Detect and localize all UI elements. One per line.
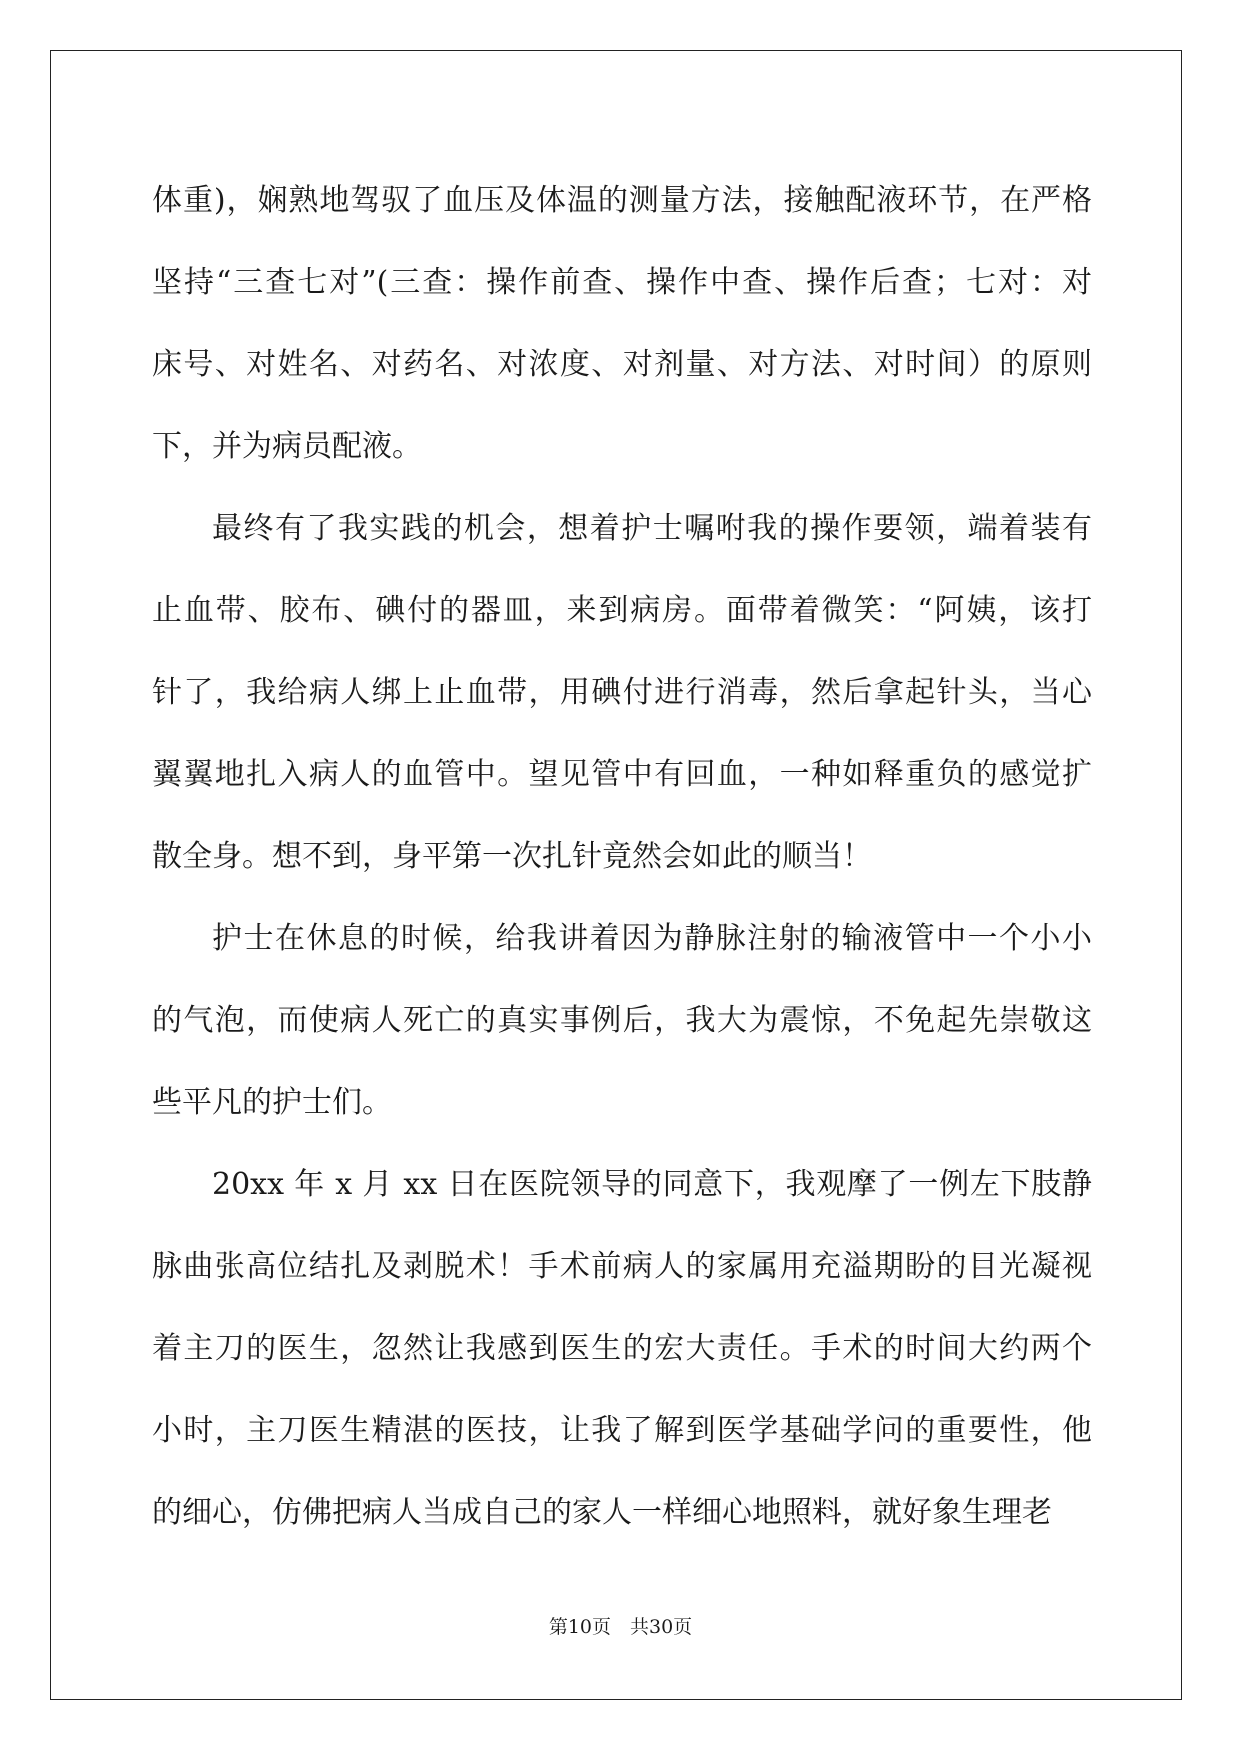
text-line: 的细心，仿佛把病人当成自己的家人一样细心地照料，就好象生理老 bbox=[152, 1495, 1052, 1530]
text-line: 体重)，娴熟地驾驭了血压及体温的测量方法，接触配液环节，在严格 bbox=[152, 183, 1092, 218]
text-line: 散全身。想不到，身平第一次扎针竟然会如此的顺当！ bbox=[152, 839, 872, 874]
text-line: 脉曲张高位结扎及剥脱术！手术前病人的家属用充溢期盼的目光凝视 bbox=[152, 1249, 1092, 1284]
text-line: 些平凡的护士们。 bbox=[152, 1085, 392, 1120]
text-line: 着主刀的医生，忽然让我感到医生的宏大责任。手术的时间大约两个 bbox=[152, 1331, 1092, 1366]
text-line: 最终有了我实践的机会，想着护士嘱咐我的操作要领，端着装有 bbox=[212, 511, 1092, 546]
paragraph bbox=[152, 1144, 1092, 1554]
text-line: 翼翼地扎入病人的血管中。望见管中有回血，一种如释重负的感觉扩 bbox=[152, 757, 1092, 792]
document-body bbox=[152, 160, 1092, 1554]
paragraph bbox=[152, 488, 1092, 898]
text-line: 下，并为病员配液。 bbox=[152, 429, 422, 464]
text-line: 床号、对姓名、对药名、对浓度、对剂量、对方法、对时间）的原则 bbox=[152, 347, 1092, 382]
text-line: 坚持“三查七对”(三查：操作前查、操作中查、操作后查；七对：对 bbox=[152, 265, 1092, 300]
text-line: 针了，我给病人绑上止血带，用碘付进行消毒，然后拿起针头，当心 bbox=[152, 675, 1092, 710]
text-line: 护士在休息的时候，给我讲着因为静脉注射的输液管中一个小小 bbox=[212, 921, 1092, 956]
paragraph bbox=[152, 160, 1092, 488]
text-line: 止血带、胶布、碘付的器皿，来到病房。面带着微笑：“阿姨，该打 bbox=[152, 593, 1092, 628]
text-line: 20xx 年 x 月 xx 日在医院领导的同意下，我观摩了一例左下肢静 bbox=[212, 1167, 1092, 1202]
page-footer: 第10页 共30页 bbox=[548, 1616, 693, 1638]
text-line: 的气泡，而使病人死亡的真实事例后，我大为震惊，不免起先崇敬这 bbox=[152, 1003, 1092, 1038]
text-line: 小时，主刀医生精湛的医技，让我了解到医学基础学问的重要性，他 bbox=[152, 1413, 1092, 1448]
paragraph bbox=[152, 898, 1092, 1144]
